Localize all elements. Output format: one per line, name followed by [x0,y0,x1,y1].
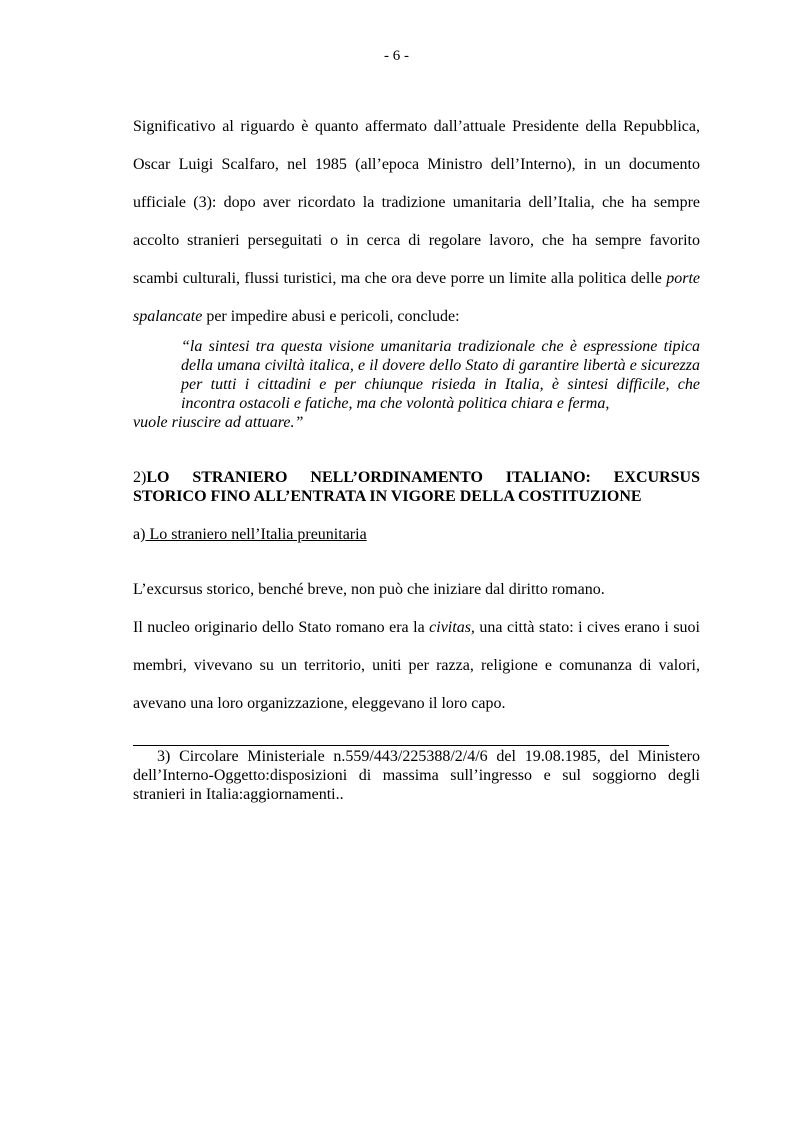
subsection-title: Lo straniero nell’Italia preunitaria [145,526,367,543]
paragraph-text-continued: una città stato: i cives erano i suoi membri, vivevano su un territorio, uniti per razza, religione e comunanza di valori, avevano una loro organizzazione, eleggevano il loro capo. [133,619,700,712]
section-number: 2) [133,469,147,486]
section-title: LO STRANIERO NELL’ORDINAMENTO ITALIANO: EXCURSUS STORICO FINO ALL’ENTRATA IN VIGORE DELLA COSTITUZIONE [133,469,700,505]
quote-text: la sintesi tra questa visione umanitaria tradizionale che è espressione tipica della umana civiltà italica, e il dovere dello Stato di garantire libertà e sicurezza per tutti i cittadini e per chiunque risieda in Italia, è sintesi difficile, che incontra ostacoli e fatiche, ma che volontà politica chiara e ferma, [181,338,700,412]
section-heading [133,468,700,506]
paragraph-excursus: L’excursus storico, benché breve, non può che iniziare dal diritto romano. [133,581,605,598]
quote-last-line: vuole riuscire ad attuare.” [133,414,304,431]
quote-open-mark: “ [181,338,190,355]
paragraph-scalfaro-intro [133,108,700,336]
italic-phrase-porte-spalancate: porte spalancate [133,270,700,325]
italic-word-civitas: civitas, [429,619,475,636]
scalfaro-quote [133,337,700,432]
page-number: - 6 - [384,48,409,64]
paragraph-civitas [133,609,700,723]
paragraph-text: Significativo al riguardo è quanto affermato dall’attuale Presidente della Repubblica, Oscar Luigi Scalfaro, nel 1985 (all’epoca Ministro dell’Interno), in un documento ufficiale (3): dopo aver ricordato la tradizione umanitaria dell’Italia, che ha sempre accolto stranieri perseguitati o in cerca di regolare lavoro, che ha sempre favorito scambi culturali, flussi turistici, ma che ora deve porre un limite alla politica delle [133,118,700,287]
footnote-separator [133,745,669,746]
subsection-letter: a) [133,526,146,543]
paragraph-text-continued: per impedire abusi e pericoli, conclude: [202,308,460,325]
paragraph-text: Il nucleo originario dello Stato romano era la [133,619,430,636]
quote-body [133,337,700,413]
footnote-3: 3) Circolare Ministeriale n.559/443/225388/2/4/6 del 19.08.1985, del Ministero dell’Interno-Oggetto:disposizioni di massima sull’ingresso e sul soggiorno degli stranieri in Italia:aggiornamenti.. [133,748,700,803]
subsection-heading [133,525,367,544]
